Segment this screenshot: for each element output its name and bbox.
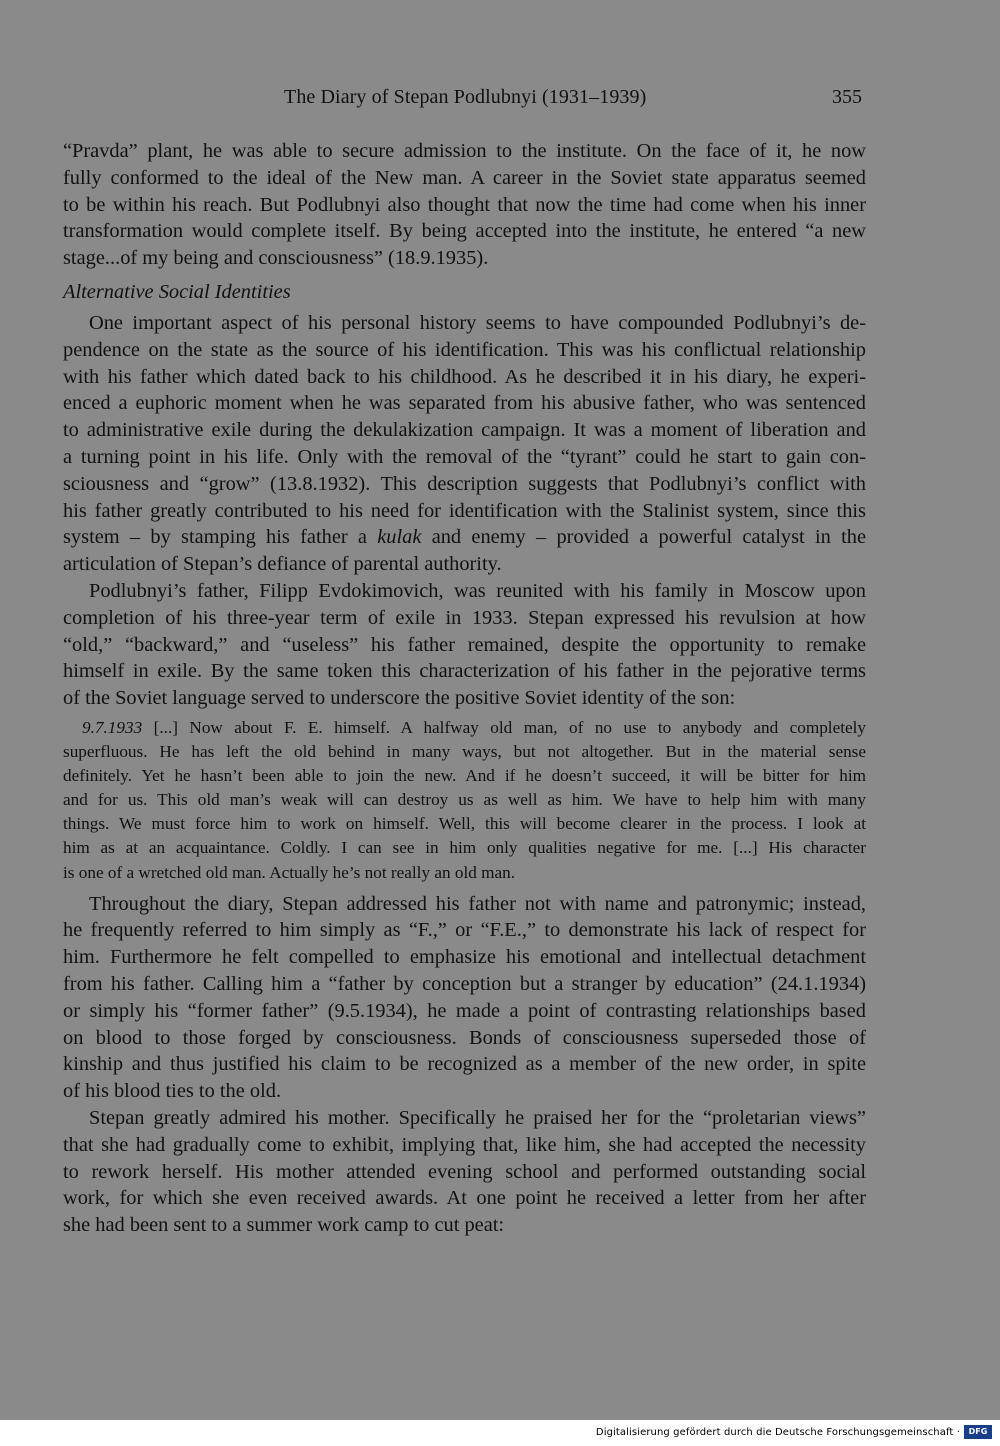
text-line: completion of his three-year term of exile in 1933. Stepan expressed his revulsion at how bbox=[63, 606, 866, 629]
diary-quote bbox=[63, 716, 866, 885]
text-line: she had been sent to a summer work camp to cut peat: bbox=[63, 1214, 505, 1237]
text-line: of his blood ties to the old. bbox=[63, 1080, 282, 1103]
text-line: pendence on the state as the source of his identification. This was his conflictual relationship bbox=[63, 338, 866, 361]
text-line: his father greatly contributed to his need for identification with the Stalinist system, since this bbox=[63, 499, 866, 522]
text-line: to be within his reach. But Podlubnyi also thought that now the time had come when his inner bbox=[63, 193, 866, 216]
text-line: to administrative exile during the dekulakization campaign. It was a moment of liberation and bbox=[63, 419, 866, 442]
quote-line: definitely. Yet he hasn’t been able to join the new. And if he doesn’t succeed, it will be bitter for him bbox=[63, 766, 866, 786]
paragraph-1 bbox=[63, 138, 866, 272]
text-segment: [...] Now about F. E. himself. A halfway old man, of no use to anybody and completely bbox=[142, 717, 866, 737]
digitization-footer bbox=[0, 1420, 1000, 1446]
text-line: him. Furthermore he felt compelled to emphasize his emotional and intellectual detachment bbox=[63, 946, 866, 969]
text-line: or simply his “former father” (9.5.1934), he made a point of contrasting relationships based bbox=[63, 999, 866, 1022]
text-line: Podlubnyi’s father, Filipp Evdokimovich, was reunited with his family in Moscow upon bbox=[89, 579, 866, 602]
quote-line: superfluous. He has left the old behind in many ways, but not altogether. But in the material sense bbox=[63, 742, 866, 762]
text-line: “Pravda” plant, he was able to secure admission to the institute. On the face of it, he now bbox=[63, 140, 866, 162]
text-line: that she had gradually come to exhibit, implying that, like him, she had accepted the necessity bbox=[63, 1133, 866, 1156]
text-line: transformation would complete itself. By being accepted into the institute, he entered “a new bbox=[63, 220, 866, 243]
dfg-logo: DFG bbox=[964, 1425, 992, 1439]
text-line: stage...of my being and consciousness” (18.9.1935). bbox=[63, 247, 489, 270]
paragraph-5 bbox=[63, 1105, 866, 1239]
text-line: from his father. Calling him a “father by conception but a stranger by education” (24.1.1934) bbox=[63, 972, 866, 995]
running-title: The Diary of Stepan Podlubnyi (1931–1939) bbox=[284, 86, 647, 108]
paragraph-4 bbox=[63, 891, 866, 1105]
quote-line: him as at an acquaintance. Coldly. I can see in him only qualities negative for me. [...] His character bbox=[63, 838, 866, 858]
text-line bbox=[63, 524, 866, 551]
text-line: enced a euphoric moment when he was separated from his abusive father, who was sentenced bbox=[63, 392, 866, 415]
paragraph-2 bbox=[63, 310, 866, 578]
quote-line: things. We must force him to work on himself. Well, this will become clearer in the process. I look at bbox=[63, 814, 866, 834]
text-line: on blood to those forged by consciousness. Bonds of consciousness superseded those of bbox=[63, 1026, 866, 1049]
text-line: articulation of Stepan’s defiance of parental authority. bbox=[63, 553, 502, 576]
footer-credit: Digitalisierung gefördert durch die Deutsche Forschungsgemeinschaft · bbox=[595, 1427, 960, 1438]
text-line: fully conformed to the ideal of the New man. A career in the Soviet state apparatus seemed bbox=[63, 166, 866, 189]
quote-date: 9.7.1933 bbox=[82, 717, 143, 737]
quote-line: and for us. This old man’s weak will can destroy us as well as him. We have to help him with many bbox=[63, 790, 866, 810]
text-line: he frequently referred to him simply as “F.,” or “F.E.,” to demonstrate his lack of respect for bbox=[63, 919, 866, 942]
section-heading: Alternative Social Identities bbox=[63, 280, 291, 303]
text-line: sciousness and “grow” (13.8.1932). This description suggests that Podlubnyi’s conflict with bbox=[63, 472, 866, 495]
page-header bbox=[0, 86, 1000, 116]
text-segment: and enemy – provided a powerful catalyst in the bbox=[421, 526, 866, 549]
text-line: One important aspect of his personal history seems to have compounded Podlubnyi’s de- bbox=[89, 311, 866, 334]
paragraph-3 bbox=[63, 578, 866, 712]
body-text bbox=[63, 138, 866, 1239]
text-line: to rework herself. His mother attended evening school and performed outstanding social bbox=[63, 1160, 866, 1183]
italic-term: kulak bbox=[377, 526, 422, 549]
text-line: himself in exile. By the same token this characterization of his father in the pejorative terms bbox=[63, 660, 866, 683]
page-number: 355 bbox=[832, 86, 862, 108]
text-line: a turning point in his life. Only with the removal of the “tyrant” could he start to gain con- bbox=[63, 445, 866, 468]
text-line: Stepan greatly admired his mother. Specifically he praised her for the “proletarian views” bbox=[89, 1106, 866, 1129]
text-line: kinship and thus justified his claim to be recognized as a member of the new order, in spite bbox=[63, 1053, 866, 1076]
text-line: Throughout the diary, Stepan addressed his father not with name and patronymic; instead, bbox=[89, 892, 866, 915]
quote-line: is one of a wretched old man. Actually he’s not really an old man. bbox=[63, 862, 516, 882]
quote-line bbox=[63, 716, 866, 740]
text-line: of the Soviet language served to underscore the positive Soviet identity of the son: bbox=[63, 687, 736, 710]
text-line: work, for which she even received awards. At one point he received a letter from her after bbox=[63, 1187, 866, 1210]
text-line: “old,” “backward,” and “useless” his father remained, despite the opportunity to remake bbox=[63, 633, 866, 656]
text-line: with his father which dated back to his childhood. As he described it in his diary, he experi- bbox=[63, 365, 866, 388]
text-segment: system – by stamping his father a bbox=[63, 526, 378, 549]
